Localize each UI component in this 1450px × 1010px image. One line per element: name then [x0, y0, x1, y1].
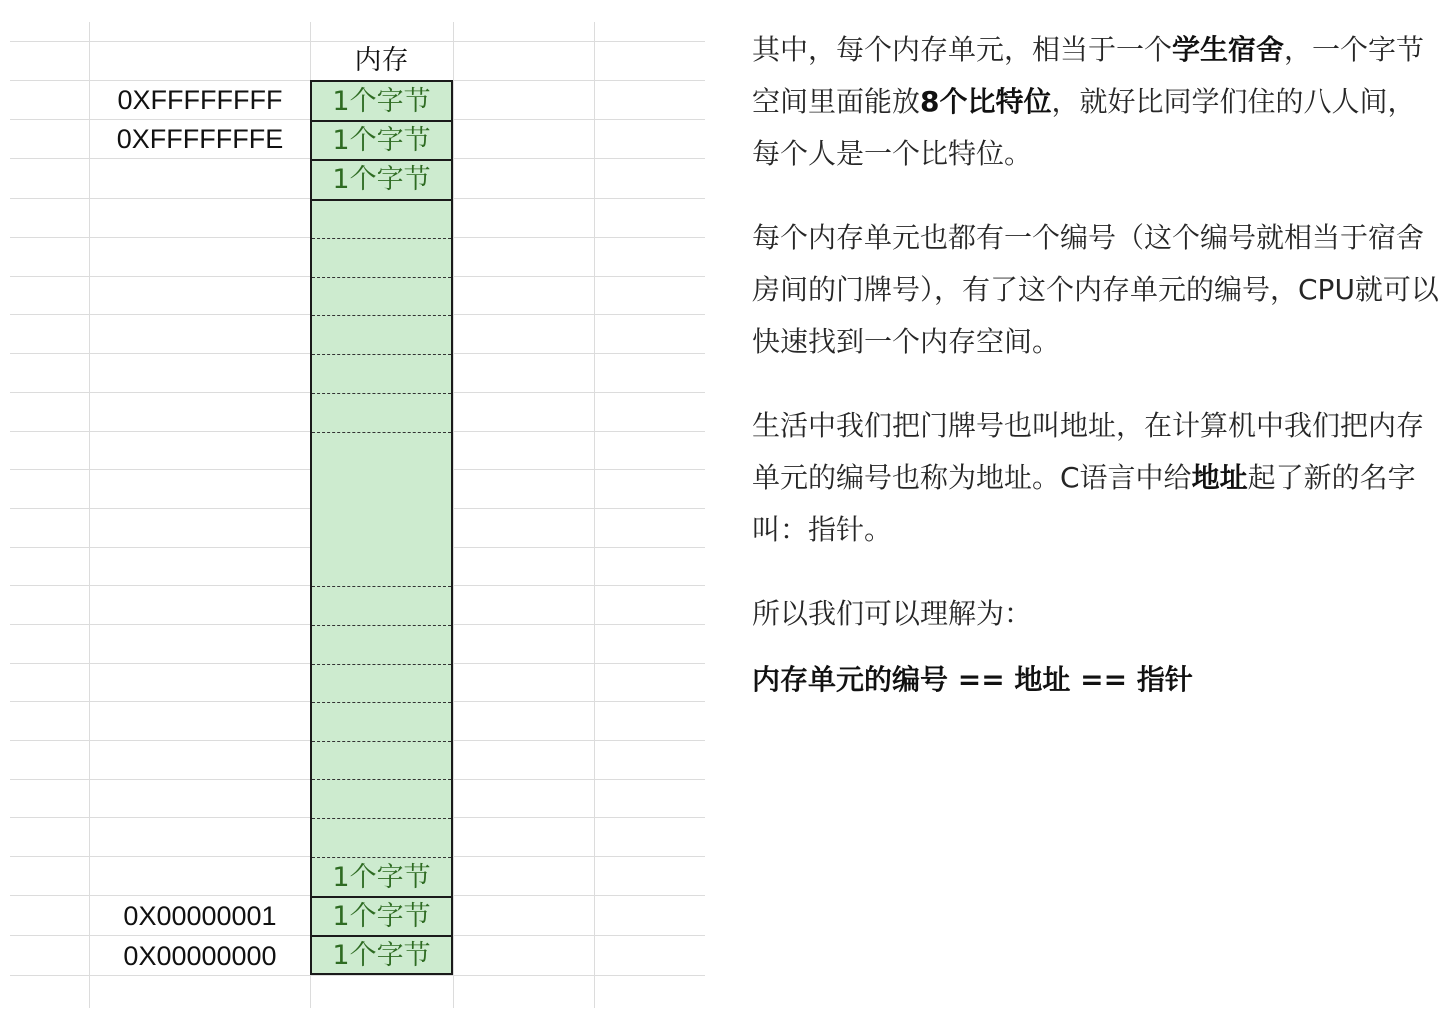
cell-divider-dashed — [312, 779, 451, 780]
bold-text: 地址 — [1191, 461, 1248, 494]
memory-column — [310, 80, 453, 975]
cell-divider-dashed — [312, 702, 451, 703]
cell-divider-dashed — [312, 818, 451, 819]
paragraph-dorm-analogy — [752, 24, 1442, 180]
paragraph-address-pointer — [752, 400, 1442, 556]
text-span: 生活中我们把门牌号也叫地址，在计算机中我们把内存单元的编号也称为地址。C语言中给 — [752, 409, 1425, 494]
cell-divider-dashed — [312, 354, 451, 355]
bold-text: 学生宿舍 — [1172, 33, 1285, 66]
text-span: ，就好比同学们住的八人间，每个人是一个比特位。 — [752, 85, 1416, 170]
text-span: 起了新的名字叫：指针。 — [752, 461, 1416, 546]
bold-text: 8个比特位 — [920, 85, 1052, 118]
cell-divider-dashed — [312, 741, 451, 742]
cell-divider — [312, 199, 451, 201]
cell-divider-dashed — [312, 393, 451, 394]
spreadsheet-grid — [0, 0, 710, 1010]
cell-divider-dashed — [312, 315, 451, 316]
address-label: 0XFFFFFFFF — [117, 85, 283, 115]
byte-cell-label: 1个字节 — [332, 164, 431, 195]
memory-header: 内存 — [354, 45, 409, 76]
byte-cell-label: 1个字节 — [332, 86, 431, 117]
address-label: 0X00000000 — [123, 941, 277, 971]
cell-divider-dashed — [312, 586, 451, 587]
text-span: ，一个字节空间里面能放 — [752, 33, 1425, 118]
byte-cell-label: 1个字节 — [332, 125, 431, 156]
address-label: 0XFFFFFFFE — [116, 124, 284, 154]
cell-divider-dashed — [312, 664, 451, 665]
paragraph-cell-number: 每个内存单元也都有一个编号（这个编号就相当于宿舍房间的门牌号），有了这个内存单元的编号，CPU就可以快速找到一个内存空间。 — [752, 221, 1439, 358]
cell-divider-dashed — [312, 277, 451, 278]
cell-divider-dashed — [312, 625, 451, 626]
address-label: 0X00000001 — [123, 901, 277, 931]
explanation-text — [752, 24, 1442, 706]
grid-col-line — [594, 22, 595, 1008]
byte-cell-label: 1个字节 — [332, 862, 431, 893]
cell-divider-dashed — [312, 432, 451, 433]
summary-formula: 内存单元的编号 == 地址 == 指针 — [752, 663, 1193, 696]
summary-lead: 所以我们可以理解为： — [752, 597, 1033, 630]
byte-cell-label: 1个字节 — [332, 901, 431, 932]
grid-col-line — [453, 22, 454, 1008]
text-span: 其中，每个内存单元，相当于一个 — [752, 33, 1173, 66]
cell-divider-dashed — [312, 238, 451, 239]
grid-col-line — [89, 22, 90, 1008]
byte-cell-label: 1个字节 — [332, 940, 431, 971]
